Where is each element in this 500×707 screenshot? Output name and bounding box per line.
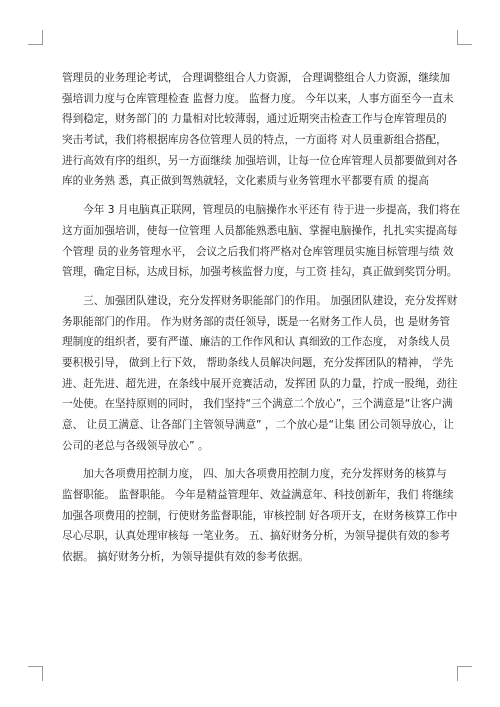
text-line: 加大各项费用控制力度， 四、加大各项费用控制力度，充分发挥财务的核算与 (62, 468, 447, 481)
text-line: 进行高效有序的组织，另一方面继续 加强培训，让每一位仓库管理人员都要做到对各 (62, 154, 458, 167)
paragraph-staff-management (62, 68, 458, 192)
text-line: 今年 3 月电脑真正联网，管理员的电脑操作水平还有 待于进一步提高，我们将在 (62, 204, 461, 217)
text-line: 突击考试，我们将根据库房各位管理人员的特点，一方面将 对人员重新组合搭配， (62, 134, 447, 147)
text-line: 公司的老总与各级领导放心” 。 (62, 439, 209, 452)
text-line: 管理，确定目标，达成目标，加强考核监督力度，与工资 挂勾，真正做到奖罚分明。 (62, 266, 458, 279)
text-line: 库的业务熟 悉，真正做到驾熟就轻，文化素质与业务管理水平都要有质 的提高 (62, 175, 429, 188)
text-line: 一处使。在坚持原则的同时， 我们坚持“三个满意二个放心”，三个满意是“让客户满 (62, 398, 453, 411)
paragraph-computer-training (62, 200, 461, 283)
text-line: 加强各项费用的控制，行使财务监督职能，审核控制 好各项开支，在财务核算工作中 (62, 509, 458, 522)
crop-mark-bottom-left (28, 666, 43, 681)
text-line: 管理员的业务理论考试， 合理调整组合人力资源， 合理调整组合人力资源，继续加 (62, 72, 451, 84)
text-line: 依据。 搞好财务分析，为领导提供有效的参考依据。 (62, 551, 310, 564)
paragraph-cost-control (62, 464, 458, 567)
text-line: 理制度的组织者，要有严谨、廉洁的工作作风和认 真细致的工作态度， 对条线人员 (62, 336, 451, 349)
document-body (62, 68, 461, 568)
text-line: 三、加强团队建设，充分发挥财务职能部门的作用。 加强团队建设，充分发挥财 (62, 294, 458, 307)
crop-mark-bottom-right (457, 666, 472, 681)
text-line: 强培训力度与仓库管理检查 监督力度。 监督力度。 今年以来，人事方面至今一直未 (62, 92, 454, 105)
text-line: 这方面加强培训，使每一位管理 人员都能熟悉电脑、掌握电脑操作，扎扎实实提高每 (62, 224, 458, 237)
text-line: 得到稳定，财务部门的 力量相对比较薄弱，通过近期突击检查工作与仓库管理员的 (62, 113, 447, 126)
text-line: 尽心尽职，认真处理审核每 一笔业务。 五、搞好财务分析，为领导提供有效的参考 (62, 530, 451, 543)
text-line: 务职能部门的作用。 作为财务部的责任领导，既是一名财务工作人员，也 是财务管 (62, 315, 451, 328)
paragraph-team-building (62, 291, 458, 457)
text-line: 意、 让员工满意、让各部门主管领导满意” ，二个放心是“让集 团公司领导放心，让 (62, 419, 454, 431)
text-line: 监督职能。 监督职能。 今年是精益管理年、效益满意年、科技创新年，我们 将继续 (62, 489, 454, 502)
text-line: 进、赶先进、超先进，在条线中展开竞赛活动，发挥团 队的力量，拧成一股绳，劲往 (62, 377, 458, 390)
crop-mark-top-right (457, 30, 472, 45)
text-line: 个管理 员的业务管理水平， 会议之后我们将严格对仓库管理员实施目标管理与绩 效 (62, 245, 454, 258)
crop-mark-top-left (28, 30, 43, 45)
text-line: 要积极引导， 做到上行下效， 帮助条线人员解决问题，充分发挥团队的精神， 学先 (62, 356, 454, 369)
